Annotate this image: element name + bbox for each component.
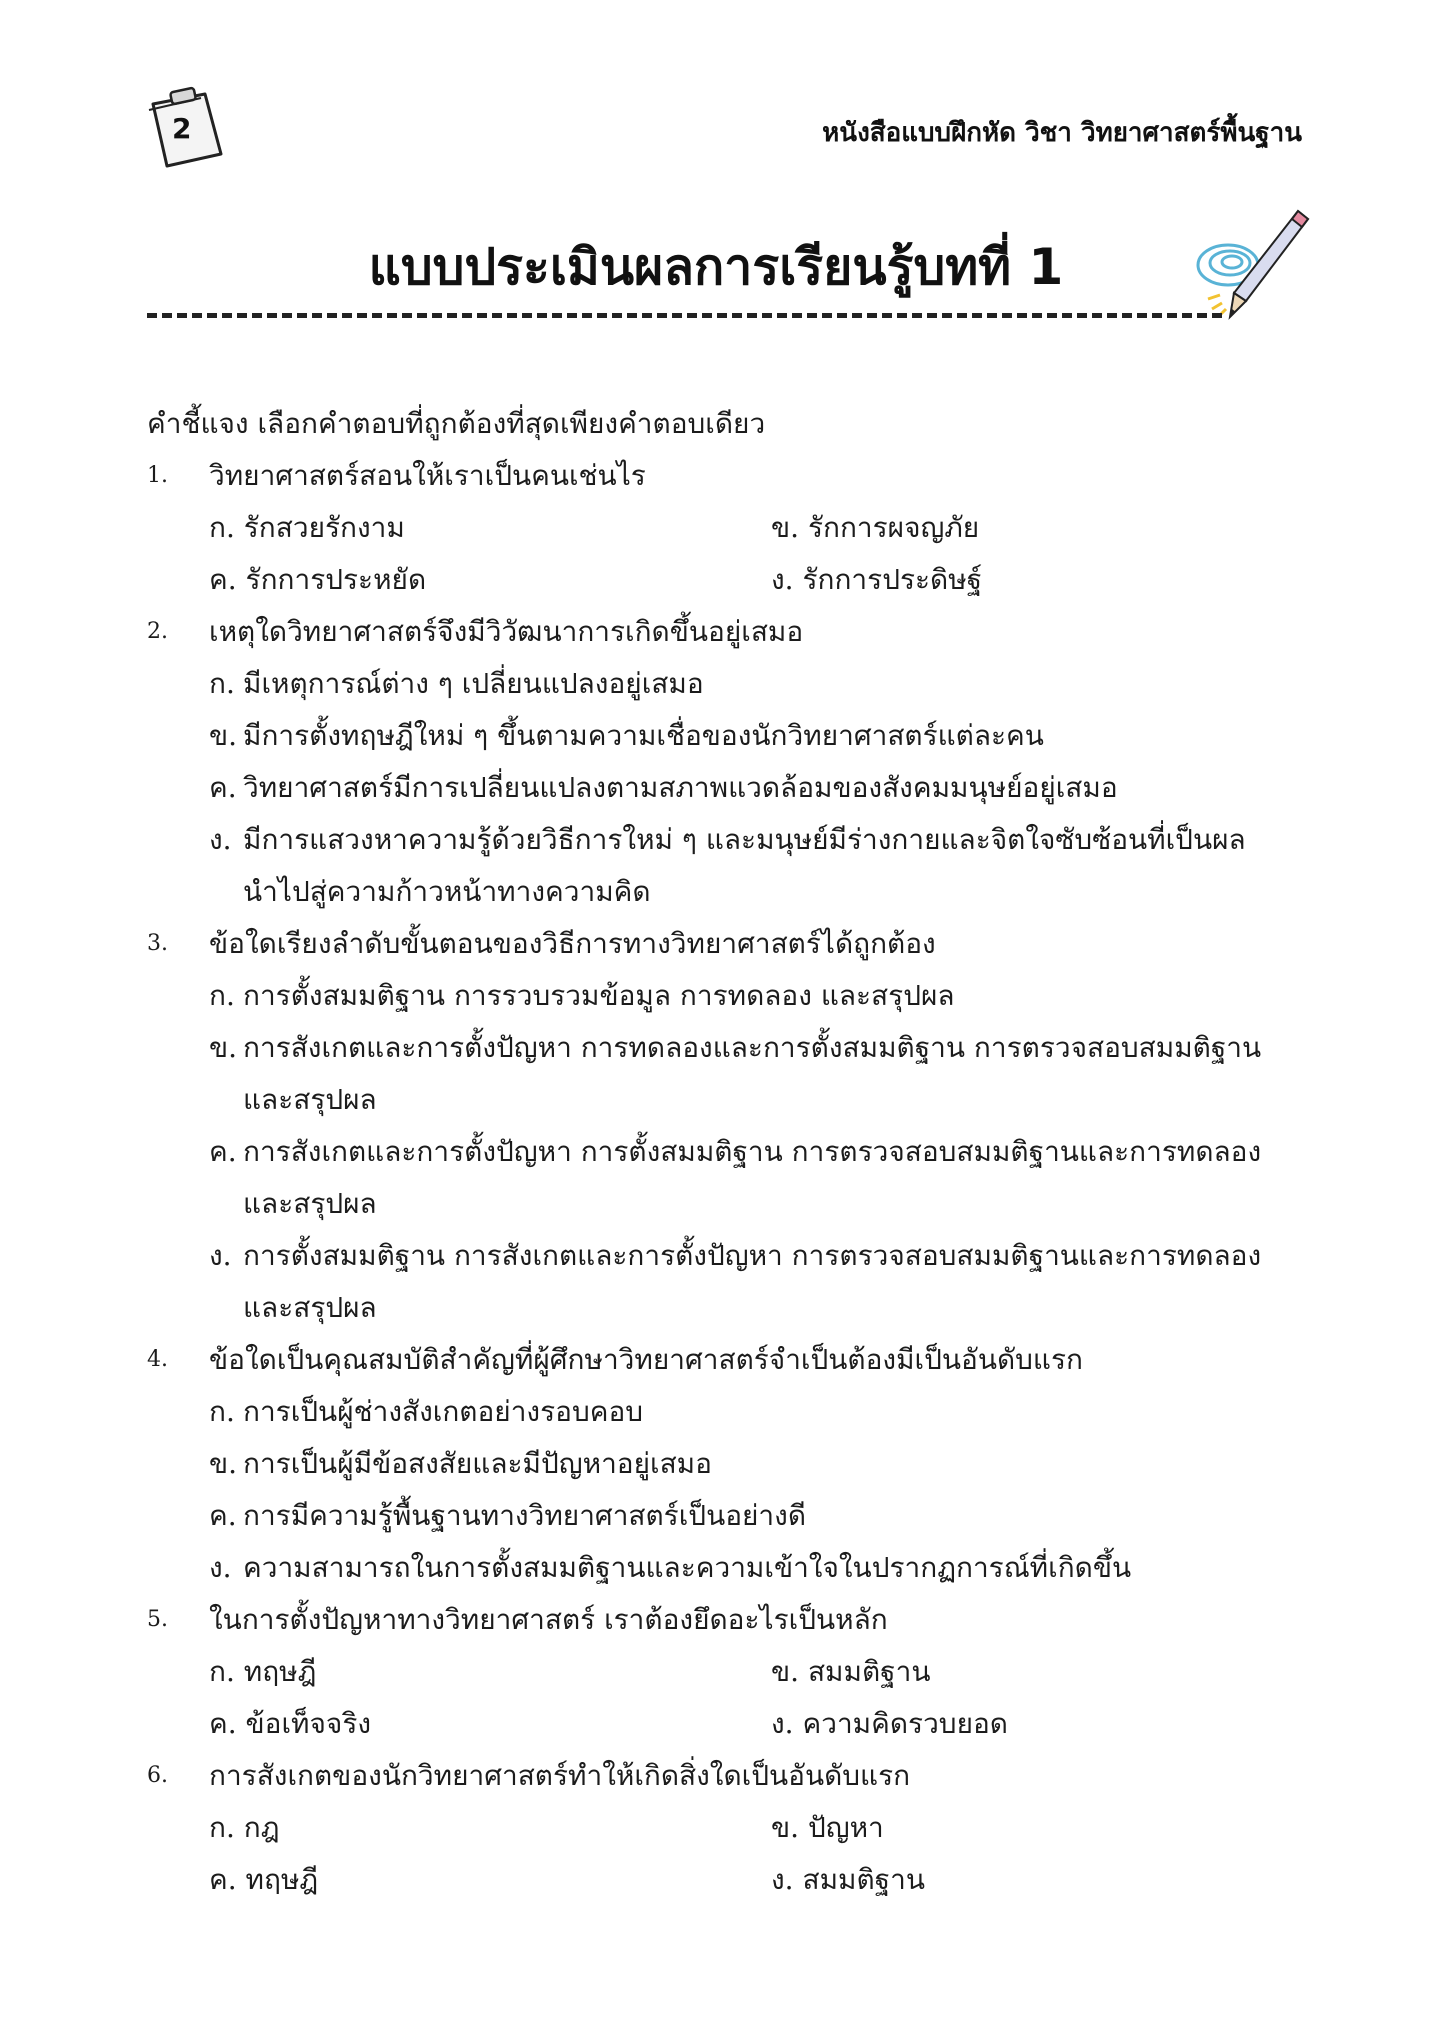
option-continuation xyxy=(147,1282,1307,1334)
question-text xyxy=(147,1594,1307,1646)
question-text xyxy=(147,450,1307,502)
question-stem: วิทยาศาสตร์สอนให้เราเป็นคนเช่นไร xyxy=(209,459,646,492)
option-continuation xyxy=(147,1074,1307,1126)
question-text xyxy=(147,1334,1307,1386)
option-label: ก. xyxy=(209,667,235,700)
option xyxy=(209,554,426,606)
question-number: 4. xyxy=(147,1347,168,1372)
quiz-content xyxy=(147,398,1307,1906)
option-label: ข. xyxy=(209,1447,238,1480)
question-text xyxy=(147,1750,1307,1802)
option-label: ง. xyxy=(771,1707,803,1740)
option-text: การตั้งสมมติฐาน การรวบรวมข้อมูล การทดลอง และสรุปผล xyxy=(243,979,955,1012)
option-label: ก. xyxy=(209,979,235,1012)
option xyxy=(147,1386,1307,1438)
question-text xyxy=(147,918,1307,970)
option-label: ง. xyxy=(209,1239,232,1272)
option xyxy=(209,1698,371,1750)
option-text: ความสามารถในการตั้งสมมติฐานและความเข้าใจในปรากฏการณ์ที่เกิดขึ้น xyxy=(243,1551,1132,1584)
option xyxy=(771,502,979,554)
question-stem: ข้อใดเป็นคุณสมบัติสำคัญที่ผู้ศึกษาวิทยาศาสตร์จำเป็นต้องมีเป็นอันดับแรก xyxy=(209,1343,1083,1376)
option-text: การตั้งสมมติฐาน การสังเกตและการตั้งปัญหา การตรวจสอบสมมติฐานและการทดลอง xyxy=(243,1239,1262,1272)
question-list xyxy=(147,450,1307,1906)
option-label: ค. xyxy=(209,1707,246,1740)
option-text: มีการตั้งทฤษฎีใหม่ ๆ ขึ้นตามความเชื่อของนักวิทยาศาสตร์แต่ละคน xyxy=(243,719,1044,752)
option xyxy=(771,1646,930,1698)
option-row xyxy=(147,1646,1307,1698)
option-text: การสังเกตและการตั้งปัญหา การตั้งสมมติฐาน การตรวจสอบสมมติฐานและการทดลอง xyxy=(243,1135,1262,1168)
option xyxy=(209,1854,318,1906)
question-2 xyxy=(147,606,1307,918)
question-number: 2. xyxy=(147,619,168,644)
option-label: ก. xyxy=(209,1655,244,1688)
option xyxy=(147,970,1307,1022)
question-stem: การสังเกตของนักวิทยาศาสตร์ทำให้เกิดสิ่งใดเป็นอันดับแรก xyxy=(209,1759,911,1792)
option-text: สมมติฐาน xyxy=(807,1655,931,1688)
question-number: 3. xyxy=(147,931,168,956)
question-4 xyxy=(147,1334,1307,1594)
option-text: รักการประดิษฐ์ xyxy=(802,563,983,596)
option-label: ง. xyxy=(209,823,232,856)
question-stem: ข้อใดเรียงลำดับขั้นตอนของวิธีการทางวิทยาศาสตร์ได้ถูกต้อง xyxy=(209,927,936,960)
instructions: คำชี้แจง เลือกคำตอบที่ถูกต้องที่สุดเพียงคำตอบเดียว xyxy=(147,407,766,440)
page-title: แบบประเมินผลการเรียนรู้บทที่ 1 xyxy=(368,238,1064,296)
option xyxy=(147,814,1307,866)
option-text: มีการแสวงหาความรู้ด้วยวิธีการใหม่ ๆ และมนุษย์มีร่างกายและจิตใจซับซ้อนที่เป็นผล xyxy=(243,823,1246,856)
option xyxy=(147,710,1307,762)
option xyxy=(147,762,1307,814)
option-row xyxy=(147,1854,1307,1906)
option-text: รักสวยรักงาม xyxy=(243,511,405,544)
option xyxy=(209,1646,316,1698)
option-text: การเป็นผู้มีข้อสงสัยและมีปัญหาอยู่เสมอ xyxy=(243,1447,712,1480)
option-label: ข. xyxy=(771,1655,808,1688)
option-label: ค. xyxy=(209,1863,246,1896)
option-text: การมีความรู้พื้นฐานทางวิทยาศาสตร์เป็นอย่างดี xyxy=(243,1499,807,1532)
option-label: ก. xyxy=(209,1811,244,1844)
option xyxy=(771,1802,884,1854)
option xyxy=(209,502,405,554)
option-text: การเป็นผู้ช่างสังเกตอย่างรอบคอบ xyxy=(243,1395,644,1428)
page-number: 2 xyxy=(172,112,192,145)
option-continuation xyxy=(147,1178,1307,1230)
option-text: วิทยาศาสตร์มีการเปลี่ยนแปลงตามสภาพแวดล้อมของสังคมมนุษย์อยู่เสมอ xyxy=(243,771,1118,804)
option-row xyxy=(147,1802,1307,1854)
question-text xyxy=(147,606,1307,658)
question-stem: ในการตั้งปัญหาทางวิทยาศาสตร์ เราต้องยึดอะไรเป็นหลัก xyxy=(209,1603,888,1636)
option-text: และสรุปผล xyxy=(243,1291,377,1324)
option-text: ความคิดรวบยอด xyxy=(802,1707,1008,1740)
option-text: และสรุปผล xyxy=(243,1187,377,1220)
question-5 xyxy=(147,1594,1307,1750)
option xyxy=(147,658,1307,710)
option xyxy=(147,1022,1307,1074)
option-text: และสรุปผล xyxy=(243,1083,377,1116)
option xyxy=(771,1698,1008,1750)
option-text: รักการผจญภัย xyxy=(807,511,980,544)
option xyxy=(771,1854,925,1906)
question-6 xyxy=(147,1750,1307,1906)
option-text: ปัญหา xyxy=(807,1811,884,1844)
option-text: การสังเกตและการตั้งปัญหา การทดลองและการตั้งสมมติฐาน การตรวจสอบสมมติฐาน xyxy=(243,1031,1262,1064)
option xyxy=(147,1490,1307,1542)
question-1 xyxy=(147,450,1307,606)
option-label: ข. xyxy=(771,511,808,544)
option-continuation xyxy=(147,866,1307,918)
book-title: หนังสือแบบฝึกหัด วิชา วิทยาศาสตร์พื้นฐาน xyxy=(822,118,1302,148)
option xyxy=(147,1542,1307,1594)
option-row xyxy=(147,1698,1307,1750)
option-label: ง. xyxy=(771,563,803,596)
option-label: ข. xyxy=(771,1811,808,1844)
option-text: ทฤษฎี xyxy=(245,1863,319,1896)
option-text: รักการประหยัด xyxy=(245,563,427,596)
option-label: ข. xyxy=(209,719,238,752)
option-text: ข้อเท็จจริง xyxy=(245,1707,372,1740)
question-number: 1. xyxy=(147,463,168,488)
question-3 xyxy=(147,918,1307,1334)
option-label: ค. xyxy=(209,1135,237,1168)
question-stem: เหตุใดวิทยาศาสตร์จึงมีวิวัฒนาการเกิดขึ้นอยู่เสมอ xyxy=(209,615,804,648)
pencil-swirl-icon xyxy=(1190,205,1310,325)
option xyxy=(147,1126,1307,1178)
option-text: มีเหตุการณ์ต่าง ๆ เปลี่ยนแปลงอยู่เสมอ xyxy=(243,667,704,700)
option-row xyxy=(147,502,1307,554)
option-row xyxy=(147,554,1307,606)
option-label: ค. xyxy=(209,771,237,804)
question-number: 6. xyxy=(147,1763,168,1788)
option-label: ง. xyxy=(771,1863,803,1896)
option-text: นำไปสู่ความก้าวหน้าทางความคิด xyxy=(243,875,651,908)
option-label: ข. xyxy=(209,1031,238,1064)
option-text: สมมติฐาน xyxy=(802,1863,925,1896)
option xyxy=(147,1230,1307,1282)
option xyxy=(209,1802,280,1854)
option-label: ก. xyxy=(209,1395,235,1428)
option-label: ค. xyxy=(209,563,246,596)
option-text: ทฤษฎี xyxy=(243,1655,317,1688)
option-label: ค. xyxy=(209,1499,237,1532)
question-number: 5. xyxy=(147,1607,168,1632)
dashed-divider xyxy=(147,313,1222,318)
option-label: ง. xyxy=(209,1551,232,1584)
option xyxy=(771,554,982,606)
option xyxy=(147,1438,1307,1490)
option-text: กฎ xyxy=(243,1811,280,1844)
option-label: ก. xyxy=(209,511,244,544)
